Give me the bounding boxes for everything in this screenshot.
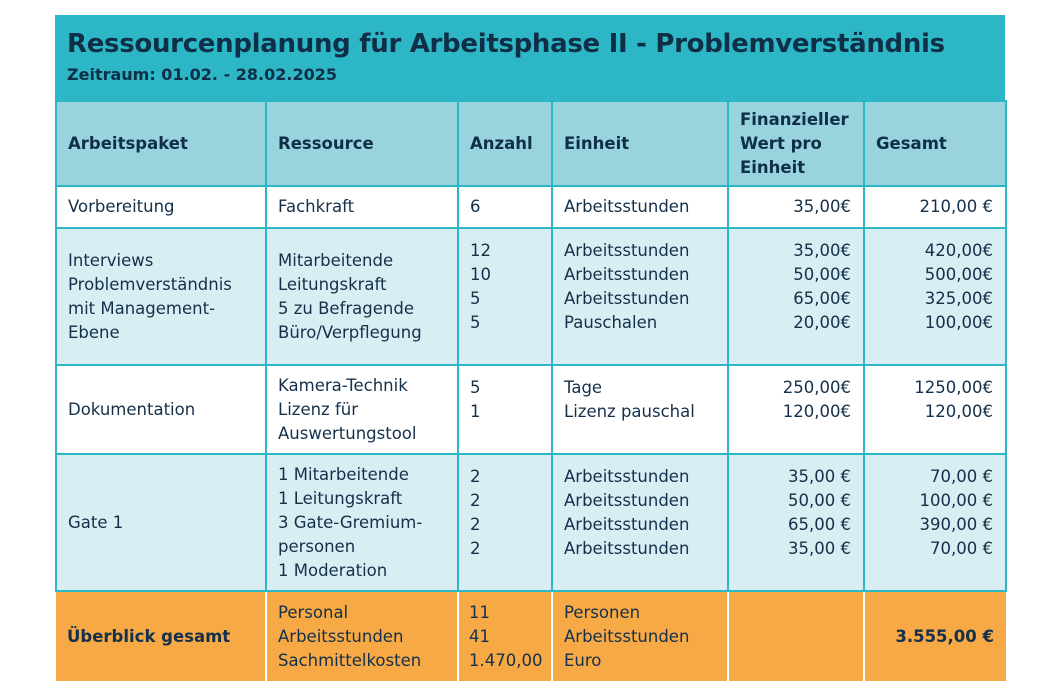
table-row [56, 186, 1006, 228]
cell-line: 2 [470, 539, 481, 558]
cell-line: Lizenz pauschal [564, 402, 695, 421]
cell-line: 500,00€ [924, 265, 993, 284]
cell-line: 11 [469, 602, 490, 622]
summary-label: Überblick gesamt [56, 591, 266, 682]
header-line: Finanzieller [740, 109, 849, 129]
cell-line: Büro/Verpflegung [278, 322, 422, 342]
cell-line: 5 [470, 378, 481, 397]
cell-line: Arbeitsstunden [564, 515, 690, 534]
cell-line: 2 [470, 491, 481, 510]
cell-line: Arbeitsstunden [564, 467, 690, 486]
column-header-wert [728, 101, 864, 186]
cell-line: 70,00 € [930, 539, 993, 558]
cell-line: 3 Gate-Gremium- [278, 512, 423, 532]
column-header-ressource: Ressource [266, 101, 458, 186]
cell-wert [728, 228, 864, 365]
cell-line: 12 [470, 241, 491, 260]
table-row [56, 365, 1006, 454]
cell-line: 20,00€ [793, 313, 851, 332]
cell-line: 35,00€ [793, 241, 851, 260]
table-row [56, 454, 1006, 591]
cell-line: 1 Leitungskraft [278, 488, 403, 508]
cell-wert [728, 454, 864, 591]
cell-line: 390,00 € [919, 515, 993, 534]
cell-line: Arbeitsstunden [278, 626, 404, 646]
cell-line: Euro [564, 650, 602, 670]
cell-line: Lizenz für [278, 399, 359, 419]
cell-line: 2 [470, 515, 481, 534]
cell-anzahl [458, 365, 552, 454]
cell-gesamt [864, 365, 1006, 454]
cell-line: 100,00 € [919, 491, 993, 510]
cell-line: 41 [469, 626, 490, 646]
cell-line: 50,00 € [788, 491, 851, 510]
cell-line: 50,00€ [793, 265, 851, 284]
title-band [55, 15, 1005, 100]
cell-arbeitspaket [56, 228, 266, 365]
cell-line: Arbeitsstunden [564, 626, 690, 646]
cell-line: 120,00€ [782, 402, 851, 421]
cell-line: Arbeitsstunden [564, 197, 690, 216]
cell-line: 325,00€ [924, 289, 993, 308]
summary-anzahl [458, 591, 552, 682]
cell-line: Leitungskraft [278, 274, 387, 294]
cell-ressource [266, 454, 458, 591]
cell-line: Arbeitsstunden [564, 491, 690, 510]
cell-line: Pauschalen [564, 313, 658, 332]
cell-line: 5 [470, 289, 481, 308]
cell-line: Personal [278, 602, 349, 622]
cell-line: 210,00 € [919, 197, 993, 216]
column-header-einheit: Einheit [552, 101, 728, 186]
cell-line: 1250,00€ [914, 378, 993, 397]
period-subtitle: Zeitraum: 01.02. - 28.02.2025 [67, 65, 337, 84]
cell-line: Dokumentation [68, 399, 196, 419]
cell-line: personen [278, 536, 356, 556]
cell-line: Arbeitsstunden [564, 539, 690, 558]
cell-line: Gate 1 [68, 512, 124, 532]
cell-line: Sachmittelkosten [278, 650, 422, 670]
cell-gesamt [864, 454, 1006, 591]
cell-line: 65,00 € [788, 515, 851, 534]
cell-line: 420,00€ [924, 241, 993, 260]
cell-line: 6 [470, 197, 481, 216]
cell-ressource [266, 228, 458, 365]
cell-line: Arbeitsstunden [564, 289, 690, 308]
cell-line: Problemverständnis [68, 274, 232, 294]
cell-arbeitspaket [56, 186, 266, 228]
header-line: Einheit [740, 157, 806, 177]
cell-line: 10 [470, 265, 491, 284]
cell-line: 2 [470, 467, 481, 486]
cell-line: 35,00 € [788, 467, 851, 486]
header-line: Wert pro [740, 133, 822, 153]
cell-arbeitspaket [56, 454, 266, 591]
cell-line: Kamera-Technik [278, 375, 408, 395]
cell-line: Arbeitsstunden [564, 241, 690, 260]
cell-anzahl [458, 228, 552, 365]
cell-line: Auswertungstool [278, 423, 417, 443]
cell-anzahl [458, 454, 552, 591]
cell-wert [728, 365, 864, 454]
cell-gesamt [864, 186, 1006, 228]
cell-arbeitspaket [56, 365, 266, 454]
summary-ressource [266, 591, 458, 682]
summary-wert [728, 591, 864, 682]
resource-table [55, 100, 1007, 683]
resource-plan [55, 15, 1005, 683]
column-header-arbeitspaket: Arbeitspaket [56, 101, 266, 186]
page-title: Ressourcenplanung für Arbeitsphase II - Problemverständnis [67, 29, 945, 59]
cell-line: Interviews [68, 250, 154, 270]
cell-line: 65,00€ [793, 289, 851, 308]
table-header-row [56, 101, 1006, 186]
cell-wert [728, 186, 864, 228]
column-header-gesamt: Gesamt [864, 101, 1006, 186]
cell-line: 1 Mitarbeitende [278, 464, 409, 484]
summary-einheit [552, 591, 728, 682]
cell-line: mit Management- [68, 298, 216, 318]
cell-line: 1 [470, 402, 481, 421]
cell-line: 35,00€ [793, 197, 851, 216]
cell-einheit [552, 365, 728, 454]
cell-line: 100,00€ [924, 313, 993, 332]
cell-einheit [552, 228, 728, 365]
cell-line: Personen [564, 602, 641, 622]
summary-row [56, 591, 1006, 682]
cell-line: 250,00€ [782, 378, 851, 397]
cell-line: 5 [470, 313, 481, 332]
summary-gesamt: 3.555,00 € [864, 591, 1006, 682]
cell-line: Fachkraft [278, 197, 355, 216]
table-row [56, 228, 1006, 365]
cell-gesamt [864, 228, 1006, 365]
cell-line: 120,00€ [924, 402, 993, 421]
cell-line: 1.470,00 [469, 650, 543, 670]
cell-line: Mitarbeitende [278, 250, 394, 270]
cell-line: 70,00 € [930, 467, 993, 486]
cell-einheit [552, 186, 728, 228]
cell-line: 5 zu Befragende [278, 298, 414, 318]
cell-ressource [266, 186, 458, 228]
cell-line: 35,00 € [788, 539, 851, 558]
cell-anzahl [458, 186, 552, 228]
cell-line: Ebene [68, 322, 120, 342]
cell-line: Vorbereitung [68, 197, 175, 216]
cell-ressource [266, 365, 458, 454]
cell-line: 1 Moderation [278, 560, 388, 580]
cell-line: Arbeitsstunden [564, 265, 690, 284]
column-header-anzahl: Anzahl [458, 101, 552, 186]
cell-line: Tage [564, 378, 603, 397]
cell-einheit [552, 454, 728, 591]
